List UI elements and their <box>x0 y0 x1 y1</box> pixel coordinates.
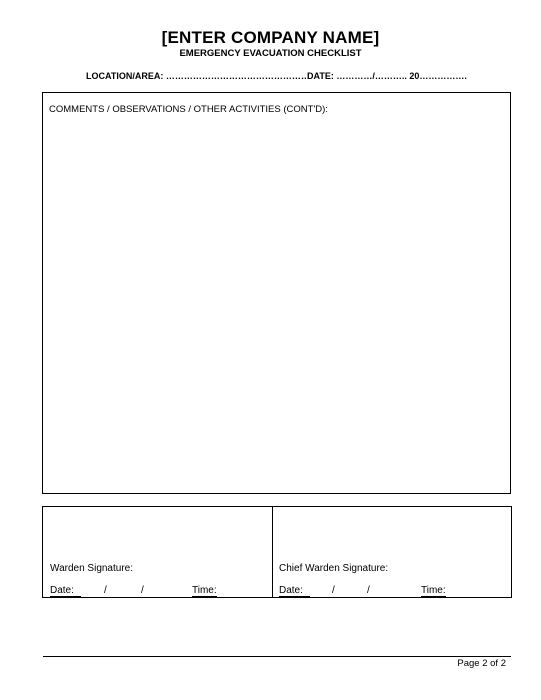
page-number: Page 2 of 2 <box>457 658 506 669</box>
company-name: [ENTER COMPANY NAME] <box>161 28 380 47</box>
signature-divider <box>272 507 273 597</box>
warden-date-sep-2: / <box>141 585 144 596</box>
warden-time-label: Time: <box>192 585 217 596</box>
chief-warden-date-sep-1: / <box>332 585 335 596</box>
chief-warden-time-underline <box>421 596 446 597</box>
checklist-title: EMERGENCY EVACUATION CHECKLIST <box>179 48 362 59</box>
warden-date-underline <box>50 596 81 597</box>
warden-signature-label: Warden Signature: <box>50 563 134 574</box>
date-field: DATE: …………/……….. 20……………. <box>307 71 467 81</box>
location-area-field: LOCATION/AREA: ………………………………………… <box>86 71 310 81</box>
chief-warden-signature-label: Chief Warden Signature: <box>279 563 389 574</box>
chief-warden-time-label: Time: <box>421 585 446 596</box>
chief-warden-date-label: Date: <box>279 585 303 596</box>
footer-rule <box>43 656 511 657</box>
signature-box <box>42 506 512 598</box>
comments-label: COMMENTS / OBSERVATIONS / OTHER ACTIVITIES (CONT'D): <box>49 104 328 115</box>
comments-box <box>42 92 511 494</box>
warden-time-underline <box>192 596 217 597</box>
warden-date-label: Date: <box>50 585 74 596</box>
chief-warden-date-sep-2: / <box>367 585 370 596</box>
chief-warden-date-underline <box>279 596 310 597</box>
warden-date-sep-1: / <box>104 585 107 596</box>
